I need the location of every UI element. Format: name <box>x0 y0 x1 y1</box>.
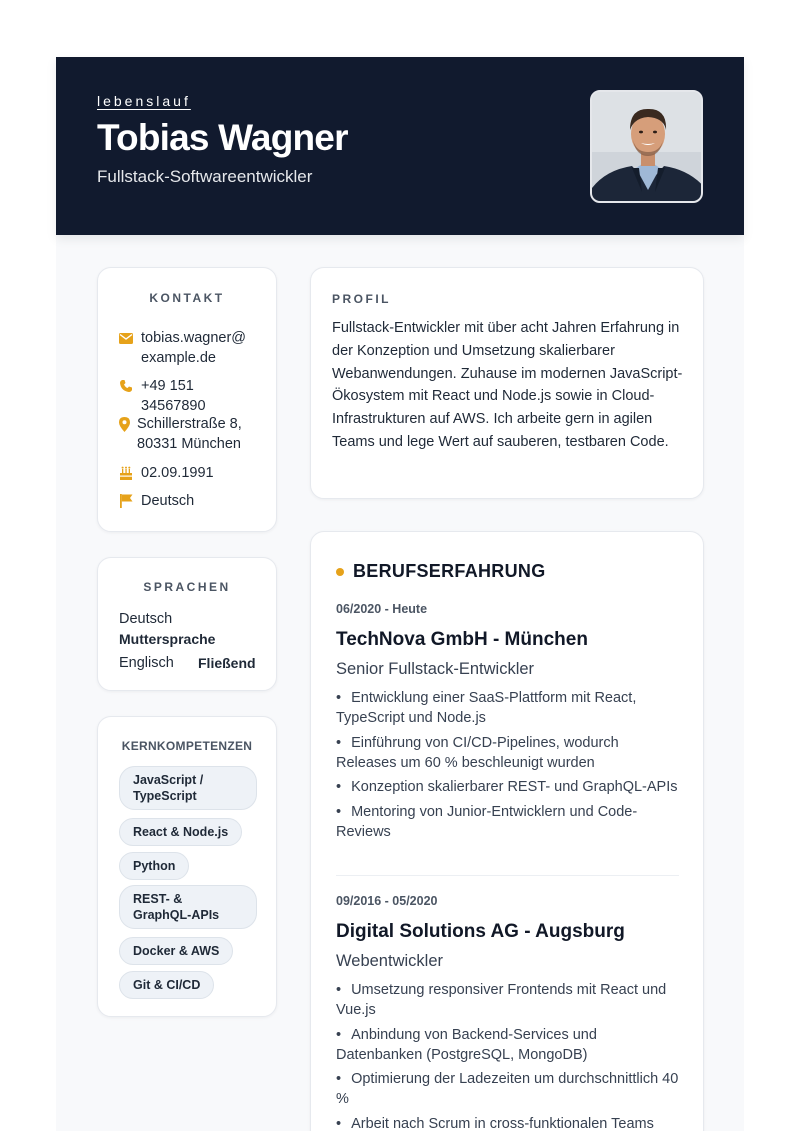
job-bullet: • Einführung von CI/CD-Pipelines, wodurch Releases um 60 % beschleunigt wurden <box>336 733 681 773</box>
flag-icon <box>118 491 134 511</box>
experience-card <box>310 531 704 1131</box>
birthday-cake-icon <box>118 463 134 483</box>
job-company: Digital Solutions AG - Augsburg <box>336 921 625 942</box>
job-bullets <box>336 688 681 842</box>
resume-header <box>56 57 744 235</box>
languages-card <box>97 557 277 691</box>
language-name: Deutsch <box>119 611 173 627</box>
phone-icon <box>118 376 134 396</box>
skills-card <box>97 716 277 1017</box>
contact-email-text: tobias.wagner@ example.de <box>141 330 246 366</box>
job-entry <box>336 602 681 846</box>
languages-heading: SPRACHEN <box>143 580 231 594</box>
experience-heading <box>336 561 546 582</box>
job-bullet: • Entwicklung einer SaaS-Plattform mit React, TypeScript und Node.js <box>336 688 681 728</box>
job-date: 09/2016 - 05/2020 <box>336 894 438 908</box>
job-company: TechNova GmbH - München <box>336 629 588 650</box>
language-level: Muttersprache <box>119 631 216 647</box>
envelope-icon <box>118 328 134 348</box>
job-bullet: • Optimierung der Ladezeiten um durchschnittlich 40 % <box>336 1069 681 1109</box>
job-bullets <box>336 980 681 1131</box>
experience-heading-text: BERUFSERFAHRUNG <box>353 561 546 581</box>
job-role: Webentwickler <box>336 952 443 970</box>
skill-tag: REST- & GraphQL-APIs <box>119 885 257 929</box>
skill-tag: Python <box>119 852 189 880</box>
language-level: Fließend <box>198 655 256 671</box>
job-bullet: • Konzeption skalierbarer REST- und GraphQL-APIs <box>336 777 681 797</box>
job-bullet: • Arbeit nach Scrum in cross-funktionalen Teams <box>336 1114 681 1131</box>
contact-nationality-text: Deutsch <box>141 493 195 509</box>
person-name: Tobias Wagner <box>97 117 348 158</box>
job-divider <box>336 875 679 876</box>
contact-address-text: Schillerstraße 8, 80331 München <box>137 416 242 452</box>
profile-card <box>310 267 704 499</box>
contact-birthday <box>118 463 214 483</box>
job-date: 06/2020 - Heute <box>336 602 428 616</box>
profile-photo <box>590 90 703 203</box>
skill-tag: JavaScript / TypeScript <box>119 766 257 810</box>
eyebrow-label: lebenslauf <box>97 93 191 109</box>
job-entry <box>336 894 681 1131</box>
contact-phone[interactable] <box>118 376 206 416</box>
location-pin-icon <box>118 414 130 434</box>
bullet-dot-icon <box>336 568 344 576</box>
contact-card <box>97 267 277 532</box>
resume-page <box>56 57 744 1131</box>
skill-tag: Docker & AWS <box>119 937 233 965</box>
job-title: Fullstack-Softwareentwickler <box>97 167 313 186</box>
contact-nationality <box>118 491 194 511</box>
contact-email[interactable] <box>118 328 246 368</box>
skill-tag: React & Node.js <box>119 818 242 846</box>
job-bullet: • Mentoring von Junior-Entwicklern und Code-Reviews <box>336 802 681 842</box>
contact-heading: KONTAKT <box>149 291 225 305</box>
job-bullet: • Anbindung von Backend-Services und Datenbanken (PostgreSQL, MongoDB) <box>336 1025 681 1065</box>
job-bullet: • Umsetzung responsiver Frontends mit React und Vue.js <box>336 980 681 1020</box>
language-name: Englisch <box>119 655 174 671</box>
contact-birthday-text: 02.09.1991 <box>141 465 214 481</box>
profile-heading: PROFIL <box>332 292 391 306</box>
contact-phone-text: +49 151 34567890 <box>141 378 206 414</box>
skills-heading: KERNKOMPETENZEN <box>121 739 253 753</box>
job-role: Senior Fullstack-Entwickler <box>336 660 535 678</box>
profile-text: Fullstack-Entwickler mit über acht Jahren Erfahrung in der Konzeption und Umsetzung skalierbarer Webanwendungen. Zuhause im modernen JavaScript-Ökosystem mit React und Node.js sowie in Cloud-Infrastrukturen auf AWS. Ich arbeite gern in agilen Teams und lege Wert auf sauberen, testbaren Code. <box>332 320 683 450</box>
skill-tag: Git & CI/CD <box>119 971 214 999</box>
contact-address <box>118 414 242 454</box>
